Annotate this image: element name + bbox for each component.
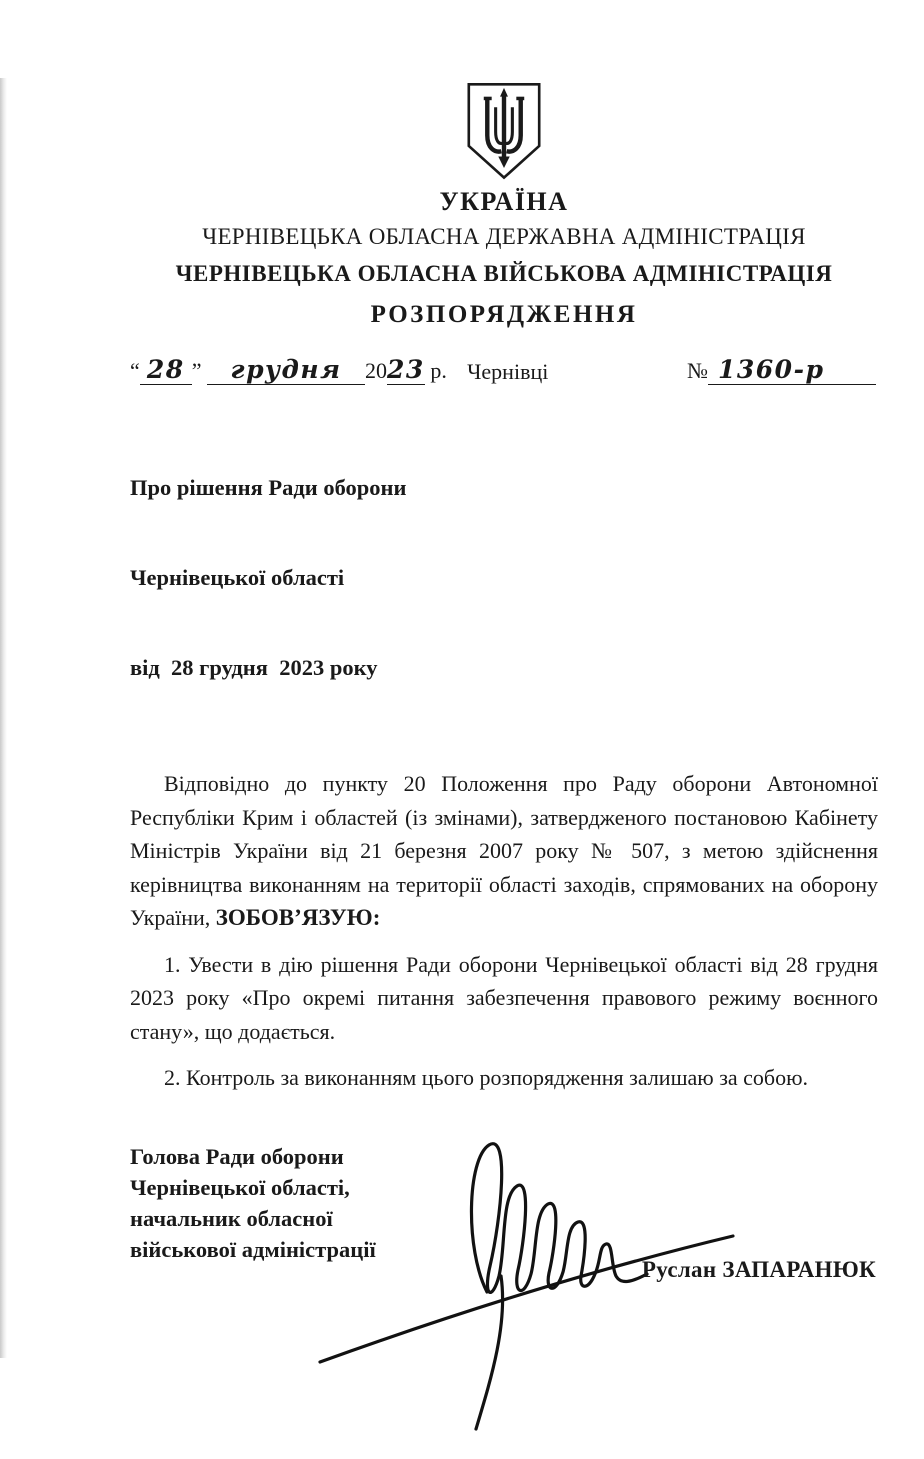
item-1: 1. Увести в дію рішення Ради оборони Чернівецької області від 28 грудня 2023 року «Про окремі питання забезпечення правового режиму воєнного стану», що додається. bbox=[130, 951, 878, 1044]
year-suffix: р. bbox=[430, 358, 447, 383]
handwritten-year: 23 bbox=[387, 355, 425, 384]
item-2: 2. Контроль за виконанням цього розпорядження залишаю за собою. bbox=[164, 1065, 809, 1090]
signer-position-line: Голова Ради оборони bbox=[130, 1143, 344, 1169]
decree-document bbox=[0, 78, 924, 1459]
document-type-title: РОЗПОРЯДЖЕННЯ bbox=[370, 301, 638, 328]
obligate-keyword: ЗОБОВ’ЯЗУЮ: bbox=[215, 905, 381, 930]
handwritten-document-number: 1360-р bbox=[708, 355, 876, 385]
handwritten-day: 28 bbox=[140, 355, 192, 385]
signer-name: Руслан ЗАПАРАНЮК bbox=[641, 1256, 876, 1282]
subject-line: Чернівецької області bbox=[130, 565, 345, 590]
handwritten-month: грудня bbox=[207, 355, 365, 385]
signer-position-line: начальник обласної bbox=[130, 1205, 333, 1231]
document-header bbox=[130, 78, 878, 329]
ukraine-trident-emblem-icon bbox=[460, 78, 548, 184]
signer-position-block bbox=[130, 1129, 460, 1265]
org-name-state-administration: ЧЕРНІВЕЦЬКА ОБЛАСНА ДЕРЖАВНА АДМІНІСТРАЦІЯ bbox=[202, 224, 806, 249]
city-label: Чернівці bbox=[467, 359, 549, 384]
date-field bbox=[130, 355, 447, 385]
quote-close: ” bbox=[191, 358, 202, 383]
intro-paragraph bbox=[130, 767, 878, 935]
document-body bbox=[130, 767, 878, 1095]
subject-line: від 28 грудня 2023 року bbox=[130, 655, 378, 680]
subject-block bbox=[130, 413, 878, 743]
org-name-military-administration: ЧЕРНІВЕЦЬКА ОБЛАСНА ВІЙСЬКОВА АДМІНІСТРАЦІЯ bbox=[175, 261, 833, 286]
date-number-line bbox=[130, 349, 878, 393]
intro-paragraph-text: Відповідно до пункту 20 Положення про Раду оборони Автономної Республіки Крим і областей (із змінами), затвердженого постановою Кабінету Міністрів України від 21 березня 2007 року № 507, з метою здійснення керівництва виконанням на території області заходів, спрямованих на оборону України, bbox=[130, 771, 878, 930]
signature-section bbox=[130, 1129, 878, 1459]
subject-line: Про рішення Ради оборони bbox=[130, 475, 407, 500]
signer-position-line: Чернівецької області, bbox=[130, 1174, 350, 1200]
quote-open: “ bbox=[130, 358, 140, 383]
year-prefix: 20 bbox=[365, 358, 388, 383]
number-sign: № bbox=[687, 358, 708, 383]
country-title: УКРАЇНА bbox=[439, 187, 569, 216]
signer-position-line: військової адміністрації bbox=[130, 1236, 376, 1262]
document-number-field bbox=[687, 355, 876, 385]
